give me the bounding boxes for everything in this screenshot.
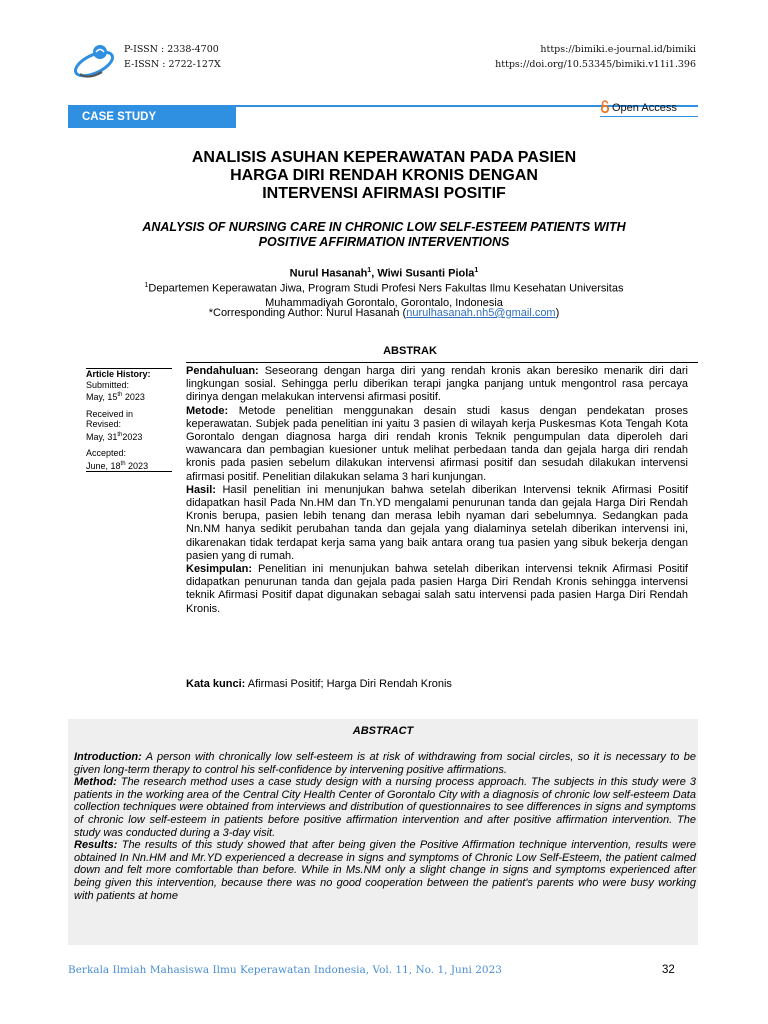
abstrak-label: Metode: (186, 404, 229, 417)
abstract-paragraph (74, 776, 696, 839)
abstrak-label: Kesimpulan: (186, 563, 253, 576)
journal-url-link[interactable]: https://bimiki.e-journal.id/bimiki (540, 44, 696, 55)
keywords-label: Kata kunci: (186, 678, 246, 690)
url-block (420, 42, 696, 72)
author-name: Nurul Hasanah (289, 267, 368, 280)
history-heading: Article History: (86, 369, 151, 379)
open-access-label: Open Access (612, 102, 677, 114)
author-name: Wiwi Susanti Piola (377, 267, 475, 280)
corr-close: ) (555, 307, 560, 319)
title-line: INTERVENSI AFIRMASI POSITIF (262, 185, 506, 202)
title-en-line: POSITIVE AFFIRMATION INTERVENTIONS (258, 235, 510, 249)
page-number: 32 (662, 964, 675, 976)
abstrak-text: Seseorang dengan harga diri yang rendah kronis akan beresiko menarik diri dari lingkungan sosial. Sehingga perlu diberikan terapi jangka panjang untuk mengontrol rasa percaya dirinya dengan melakukan intervensi afirmasi positif. (186, 365, 688, 404)
abstrak-heading: ABSTRAK (383, 345, 437, 357)
open-access-lock-icon (600, 100, 610, 116)
abstract-text: The research method uses a case study design with a nursing process approach. The subjects in this study were 3 patients in the working area of the Central City Health Center of Gorontalo City with a diagnosis of chronic low self-esteem Data collection techniques were obtained from interviews and distribution of questionnaires to see differences in signs and symptoms of chronic low self-esteem in patients before positive affirmation intervention and after positive affirmation intervention. The study was conducted during a 3-day visit. (74, 776, 696, 839)
title-en-line: ANALYSIS OF NURSING CARE IN CHRONIC LOW SELF-ESTEEM PATIENTS WITH (142, 220, 626, 234)
revised-label: Revised: (86, 419, 122, 429)
revised-label: Received in (86, 408, 134, 419)
author-separator: , (371, 267, 378, 280)
abstract-label: Introduction: (74, 751, 142, 763)
abstract-paragraph (74, 751, 696, 776)
journal-logo (70, 38, 118, 80)
abstract-paragraph (74, 839, 696, 902)
abstract-heading: ABSTRACT (352, 725, 414, 737)
title-line: ANALISIS ASUHAN KEPERAWATAN PADA PASIEN (191, 149, 577, 166)
abstrak-text: Penelitian ini menunjukan bahwa setelah diberikan intervensi teknik Afirmasi Positif didapatkan penurunan tanda dan gejala pada pasien Harga Diri Rendah Kronis sehingga intervensi teknik Afirmasi Positif dapat digunakan sebagai salah satu intervensi pada pasien Harga Diri Rendah Kronis. (186, 563, 688, 615)
section-label: CASE STUDY (68, 107, 236, 128)
submitted-sup: th (117, 392, 123, 398)
abstract-label: Results: (74, 839, 118, 852)
corr-email-link[interactable]: nurulhasanah.nh5@gmail.com (406, 307, 556, 319)
abstrak-paragraph (186, 484, 688, 563)
abstract-text: The results of this study showed that after being given the Positive Affirmation technique intervention, results were obtained In Nn.HM and Mr.YD experienced a decrease in signs and symptoms of Chronic Low Self-Esteem, the patient calmed down and felt more comfortable than before. While in Ms.NM only a slight change in signs and symptoms experienced after being given this intervention, because there was no good cooperation between the patient's parents who were busy working with patients at home (74, 839, 696, 902)
author-affil-sup: 1 (474, 267, 479, 274)
abstract-english-body (74, 751, 696, 902)
abstrak-paragraph (186, 365, 688, 405)
abstrak-label: Pendahuluan: (186, 365, 259, 377)
accepted-date: June, 18 (86, 460, 121, 471)
author-affil-sup: 1 (367, 267, 372, 274)
doi-link[interactable]: https://doi.org/10.53345/bimiki.v11i1.396 (495, 59, 696, 70)
e-issn: E-ISSN : 2722-127X (124, 59, 221, 70)
accepted-label: Accepted: (86, 448, 127, 458)
title-line: HARGA DIRI RENDAH KRONIS DENGAN (230, 167, 538, 184)
p-issn: P-ISSN : 2338-4700 (124, 44, 219, 55)
abstract-label: Method: (74, 776, 117, 789)
keywords (186, 678, 688, 691)
submitted-label: Submitted: (86, 379, 130, 390)
accepted-sup: th (120, 460, 126, 467)
footer-journal: Berkala Ilmiah Mahasiswa Ilmu Keperawatan Indonesia, Vol. 11, No. 1, Juni 2023 (68, 964, 502, 976)
revised-date: May, 31 (86, 431, 118, 442)
paper-title-english (80, 220, 688, 250)
abstrak-paragraph (186, 405, 688, 484)
abstrak-divider (186, 362, 698, 363)
paper-title (80, 149, 688, 203)
affil-line: Muhammadiyah Gorontalo, Gorontalo, Indonesia (265, 296, 503, 309)
article-history (86, 368, 172, 472)
keywords-text: Afirmasi Positif; Harga Diri Rendah Kronis (245, 678, 452, 690)
revised-year: 2023 (122, 431, 143, 442)
accepted-year: 2023 (125, 460, 149, 471)
corresponding-author (80, 306, 688, 320)
open-access-underline (600, 116, 698, 117)
abstract-text: A person with chronically low self-esteem is at risk of withdrawing from social circles, so it is necessary to be given long-term therapy to control his self-confidence by intervening positive affirmations. (74, 751, 696, 776)
abstrak-paragraph (186, 563, 688, 616)
issn-block (124, 42, 221, 72)
submitted-year: 2023 (122, 392, 145, 402)
open-access-badge (600, 100, 677, 116)
abstrak-label: Hasil: (186, 483, 216, 496)
corr-label: *Corresponding Author: Nurul Hasanah ( (208, 307, 407, 319)
revised-sup: th (117, 431, 123, 438)
abstrak-text: Metode penelitian menggunakan desain studi kasus dengan pendekatan proses keperawatan. Subjek pada penelitian ini yaitu 3 pasien di wilayah kerja Puskesmas Kota Tengah Kota Gorontalo dengan diagnosa harga diri rendah kronis Teknik pengumpulan data diperoleh dari wawancara dan pembagian kuesioner untuk melihat perbedaan tanda dan gejala harga diri rendah kronis pada pasien sebelum dilakukan intervensi afirmasi positif dan sesudah dilakukan intervensi afirmasi positif. Penelitian dilakukan selama 3 hari kunjungan. (186, 404, 688, 483)
submitted-date: May, 15 (86, 392, 118, 402)
abstrak-text: Hasil penelitian ini menunjukan bahwa setelah diberikan Intervensi teknik Afirmasi Positif didapatkan hasil Pada Nn.HM dan Tn.YD mengalami penurunan tanda dan gejala Harga Diri Rendah Kronis berupa, pasien lebih tenang dan merasa lebih nyaman dari sebelumnya. Sedangkan pada Nn.NM hanya sedikit perubahan tanda dan gejala yang dialaminya setelah diberikan intervensi ini, dikarenakan tidak terdapat kerja sama yang baik antara orang tua pasien yang sibuk bekerja dengan pasien yang di rumah. (186, 483, 688, 562)
affil-line: Departemen Keperawatan Jiwa, Program Studi Profesi Ners Fakultas Ilmu Kesehatan Universitas (148, 282, 624, 295)
abstrak-body (186, 365, 688, 616)
affil-sup: 1 (144, 282, 149, 289)
